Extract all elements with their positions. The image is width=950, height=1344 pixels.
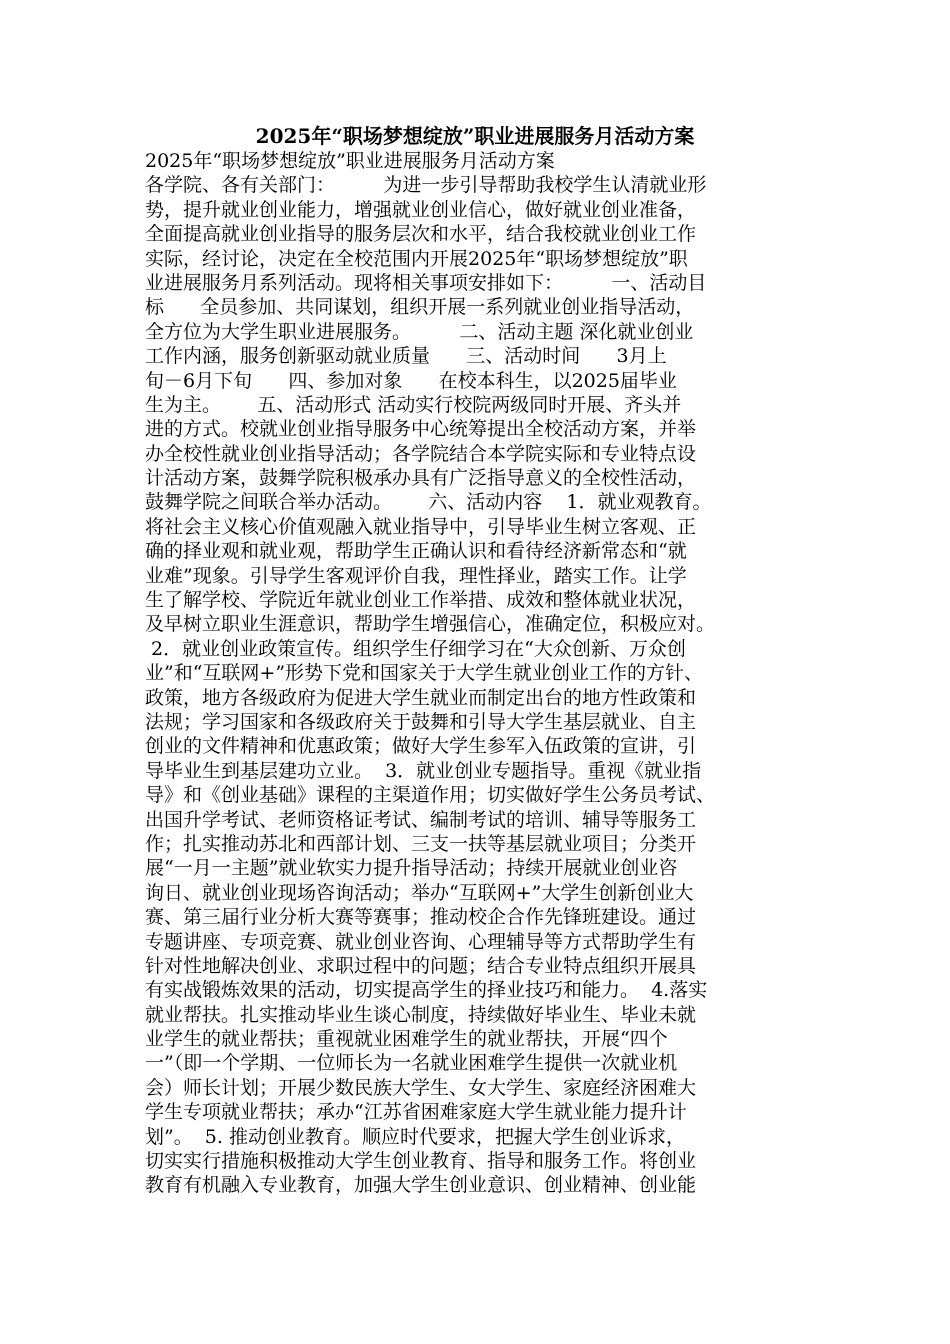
body-line: 业进展服务月系列活动。现将相关事项安排如下： 一、活动目: [145, 271, 707, 294]
body-line: 计活动方案，鼓舞学院积极承办具有广泛指导意义的全校性活动，: [145, 467, 697, 490]
body-line: 鼓舞学院之间联合举办活动。 六、活动内容 1．就业观教育。: [145, 491, 712, 514]
body-line: 法规；学习国家和各级政府关于鼓舞和引导大学生基层就业、自主: [145, 710, 697, 733]
body-line: 进的方式。校就业创业指导服务中心统筹提出全校活动方案，并举: [145, 418, 697, 441]
body-line: 专题讲座、专项竞赛、就业创业咨询、心理辅导等方式帮助学生有: [145, 930, 697, 953]
body-line: 就业帮扶。扎实推动毕业生谈心制度，持续做好毕业生、毕业未就: [145, 1003, 697, 1026]
body-line: 学生专项就业帮扶；承办“江苏省困难家庭大学生就业能力提升计: [145, 1101, 687, 1124]
body-line: 创业的文件精神和优惠政策；做好大学生参军入伍政策的宣讲，引: [145, 735, 697, 758]
body-line: 切实实行措施积极推动大学生创业教育、指导和服务工作。将创业: [145, 1150, 697, 1173]
body-line: 实际，经讨论，决定在全校范围内开展2025年“职场梦想绽放”职: [145, 247, 688, 270]
body-line: 作；扎实推动苏北和西部计划、三支一扶等基层就业项目；分类开: [145, 832, 697, 855]
body-line: 确的择业观和就业观，帮助学生正确认识和看待经济新常态和“就: [145, 540, 687, 563]
body-line: 生为主。 五、活动形式 活动实行校院两级同时开展、齐头并: [145, 393, 682, 416]
body-line: 将社会主义核心价值观融入就业指导中，引导毕业生树立客观、正: [145, 515, 697, 538]
body-line: 业学生的就业帮扶；重视就业困难学生的就业帮扶，开展“四个: [145, 1028, 668, 1051]
body-line: 业难”现象。引导学生客观评价自我，理性择业，踏实工作。让学: [145, 564, 687, 587]
body-line: 导毕业生到基层建功立业。 3．就业创业专题指导。重视《就业指: [145, 759, 702, 782]
body-line: 2025年“职场梦想绽放”职业进展服务月活动方案: [145, 150, 555, 172]
body-line: 展“一月一主题”就业软实力提升指导活动；持续开展就业创业咨: [145, 857, 678, 880]
body-line: 及早树立职业生涯意识，帮助学生增强信心，准确定位，积极应对。: [145, 613, 716, 636]
body-line: 一”（即一个学期、一位师长为一名就业困难学生提供一次就业机: [145, 1052, 678, 1075]
body-line: 业”和“互联网+”形势下党和国家关于大学生就业创业工作的方针、: [145, 662, 704, 685]
body-line: 询日、就业创业现场咨询活动；举办“互联网+”大学生创新创业大: [145, 881, 694, 904]
body-line: 2．就业创业政策宣传。组织学生仔细学习在“大众创新、万众创: [145, 637, 686, 660]
body-line: 划”。 5. 推动创业教育。顺应时代要求，把握大学生创业诉求，: [145, 1125, 685, 1148]
body-line: 教育有机融入专业教育，加强大学生创业意识、创业精神、创业能: [145, 1174, 697, 1197]
body-line: 全方位为大学生职业进展服务。 二、活动主题 深化就业创业: [145, 320, 694, 343]
body-line: 势，提升就业创业能力，增强就业创业信心，做好就业创业准备，: [145, 198, 697, 221]
body-line: 有实战锻炼效果的活动，切实提高学生的择业技巧和能力。 4.落实: [145, 979, 708, 1002]
body-line: 出国升学考试、老师资格证考试、编制考试的培训、辅导等服务工: [145, 808, 697, 831]
body-line: 工作内涵，服务创新驱动就业质量 三、活动时间 3月上: [145, 345, 667, 368]
body-line: 会）师长计划；开展少数民族大学生、女大学生、家庭经济困难大: [145, 1076, 697, 1099]
document-title: 2025年“职场梦想绽放”职业进展服务月活动方案: [255, 124, 695, 148]
body-line: 全面提高就业创业指导的服务层次和水平，结合我校就业创业工作: [145, 223, 697, 246]
body-line: 生了解学校、学院近年就业创业工作举措、成效和整体就业状况，: [145, 589, 697, 612]
body-line: 针对性地解决创业、求职过程中的问题；结合专业特点组织开展具: [145, 954, 697, 977]
body-line: 赛、第三届行业分析大赛等赛事；推动校企合作先锋班建设。通过: [145, 906, 697, 929]
body-line: 办全校性就业创业指导活动；各学院结合本学院实际和专业特点设: [145, 442, 697, 465]
body-line: 导》和《创业基础》课程的主渠道作用；切实做好学生公务员考试、: [145, 784, 716, 807]
body-line: 标 全员参加、共同谋划，组织开展一系列就业创业指导活动，: [145, 296, 695, 319]
body-line: 各学院、各有关部门： 为进一步引导帮助我校学生认清就业形: [145, 174, 707, 197]
body-line: 政策，地方各级政府为促进大学生就业而制定出台的地方性政策和: [145, 686, 697, 709]
body-line: 旬－6月下旬 四、参加对象 在校本科生，以2025届毕业: [145, 369, 677, 392]
document-body: [145, 149, 845, 1198]
